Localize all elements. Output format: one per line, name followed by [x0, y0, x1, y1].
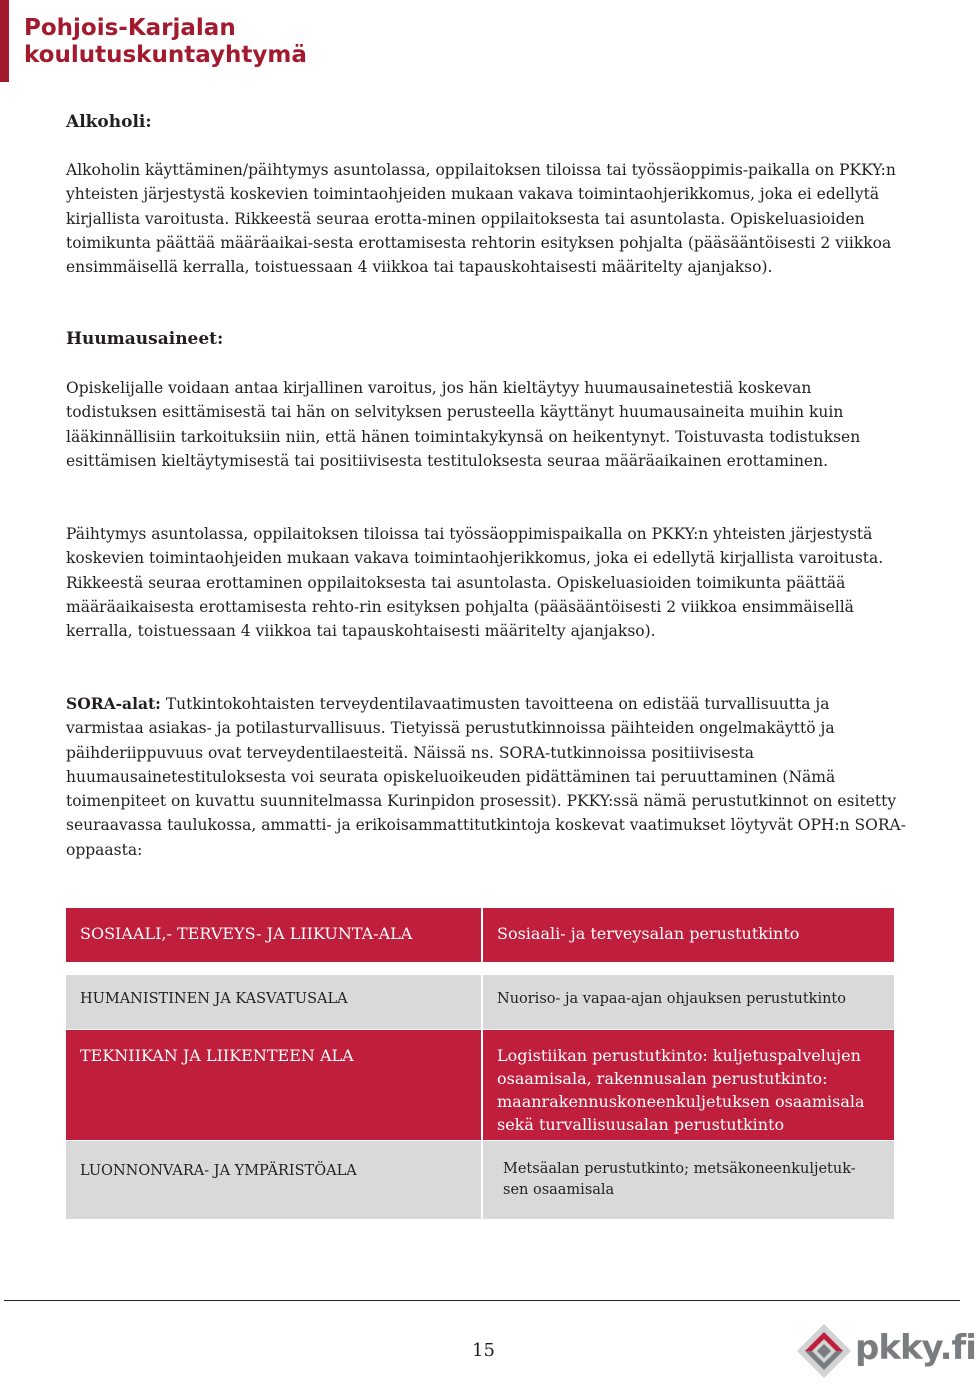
table-cell-field: SOSIAALI,- TERVEYS- JA LIIKUNTA-ALA [66, 908, 481, 962]
section-heading-huumausaineet: Huumausaineet: [66, 329, 224, 349]
table-cell-degrees: Logistiikan perustutkinto: kuljetuspalvelujen osaamisala, rakennusalan perustutkinto: maanrakennuskoneenkuljetuksen osaamisala sekä turvallisuusalan perustutkinto [483, 1030, 894, 1140]
table-row [66, 908, 894, 962]
sora-text: Tutkintokohtaisten terveydentilavaatimusten tavoitteena on edistää turvallisuutta ja varmistaa asiakas- ja potilasturvallisuus. Tietyissä perustutkinnoissa päihteiden ongelmakäyttö ja päihderiippuvuus ovat terveydentilaesteitä. Näissä ns. SORA-tutkinnoissa positiivisesta huumausainetestituloksesta voi seurata opiskeluoikeuden pidättäminen tai peruuttaminen (Nämä toimenpiteet on kuvattu suunnitelmassa Kurinpidon prosessit). PKKY:ssä nämä perustutkinnot on esitetty seuraavassa taulukossa, ammatti- ja erikoisammattitutkintoja koskevat vaatimukset löytyvät OPH:n SORA-oppaasta: [66, 695, 906, 859]
organization-name-line2: koulutuskuntayhtymä [24, 42, 307, 68]
logo-text: pkky.fi [855, 1328, 976, 1368]
sora-label: SORA-alat: [66, 694, 161, 713]
table-row [66, 1030, 894, 1140]
pkky-logo [795, 1322, 976, 1380]
table-row [66, 1141, 894, 1219]
sora-paragraph [66, 692, 906, 862]
organization-name-line1: Pohjois-Karjalan [24, 15, 236, 41]
section-heading-alkoholi: Alkoholi: [66, 112, 152, 132]
footer-divider [4, 1300, 960, 1301]
alkoholi-paragraph: Alkoholin käyttäminen/päihtymys asuntolassa, oppilaitoksen tiloissa tai työssäoppimis-paikalla on PKKY:n yhteisten järjestystä koskevien toimintaohjeiden mukaan vakava toimintaohjerikkomus, joka ei edellytä kirjallista varoitusta. Rikkeestä seuraa erotta-minen oppilaitoksesta tai asuntolasta. Opiskeluasioiden toimikunta päättää määräaikai-sesta erottamisesta rehtorin esityksen pohjalta (pääsääntöisesti 2 viikkoa ensimmäisellä kerralla, toistuessaan 4 viikkoa tai tapauskohtaisesti määritelty ajanjakso). [66, 161, 896, 277]
table-cell-degrees: Nuoriso- ja vapaa-ajan ohjauksen perustutkinto [483, 975, 894, 1029]
header-accent-bar [0, 0, 9, 82]
table-row [66, 975, 894, 1029]
huumausaineet-paragraph-2: Päihtymys asuntolassa, oppilaitoksen tiloissa tai työssäoppimispaikalla on PKKY:n yhteisten järjestystä koskevien toimintaohjeiden mukaan vakava toimintaohjerikkomus, joka ei edellytä kirjallista varoitusta. Rikkeestä seuraa erottaminen oppilaitoksesta tai asuntolasta. Opiskeluasioiden toimikunta päättää määräaikaisesta erottamisesta rehto-rin esityksen pohjalta (pääsääntöisesti 2 viikkoa ensimmäisellä kerralla, toistuessaan 4 viikkoa tai tapauskohtaisesti määritelty ajanjakso). [66, 525, 884, 641]
table-cell-field: TEKNIIKAN JA LIIKENTEEN ALA [66, 1030, 481, 1140]
pkky-logo-mark-icon [795, 1322, 853, 1380]
table-cell-degrees: Metsäalan perustutkinto; metsäkoneenkuljetuk-sen osaamisala [483, 1141, 894, 1219]
organization-name [24, 15, 307, 69]
huumausaineet-paragraph-1: Opiskelijalle voidaan antaa kirjallinen varoitus, jos hän kieltäytyy huumausainetestiä koskevan todistuksen esittämisestä tai hän on selvityksen perusteella käyttänyt huumausaineita muihin kuin lääkinnällisiin tarkoituksiin niin, että hänen toimintakykynsä on heikentynyt. Toistuvasta todistuksen esittämisen kieltäytymisestä tai positiivisesta testituloksesta seuraa määräaikainen erottaminen. [66, 379, 861, 470]
table-cell-field: HUMANISTINEN JA KASVATUSALA [66, 975, 481, 1029]
page-number: 15 [472, 1340, 495, 1361]
table-cell-degrees: Sosiaali- ja terveysalan perustutkinto [483, 908, 894, 962]
table-cell-field: LUONNONVARA- JA YMPÄRISTÖALA [66, 1141, 481, 1219]
